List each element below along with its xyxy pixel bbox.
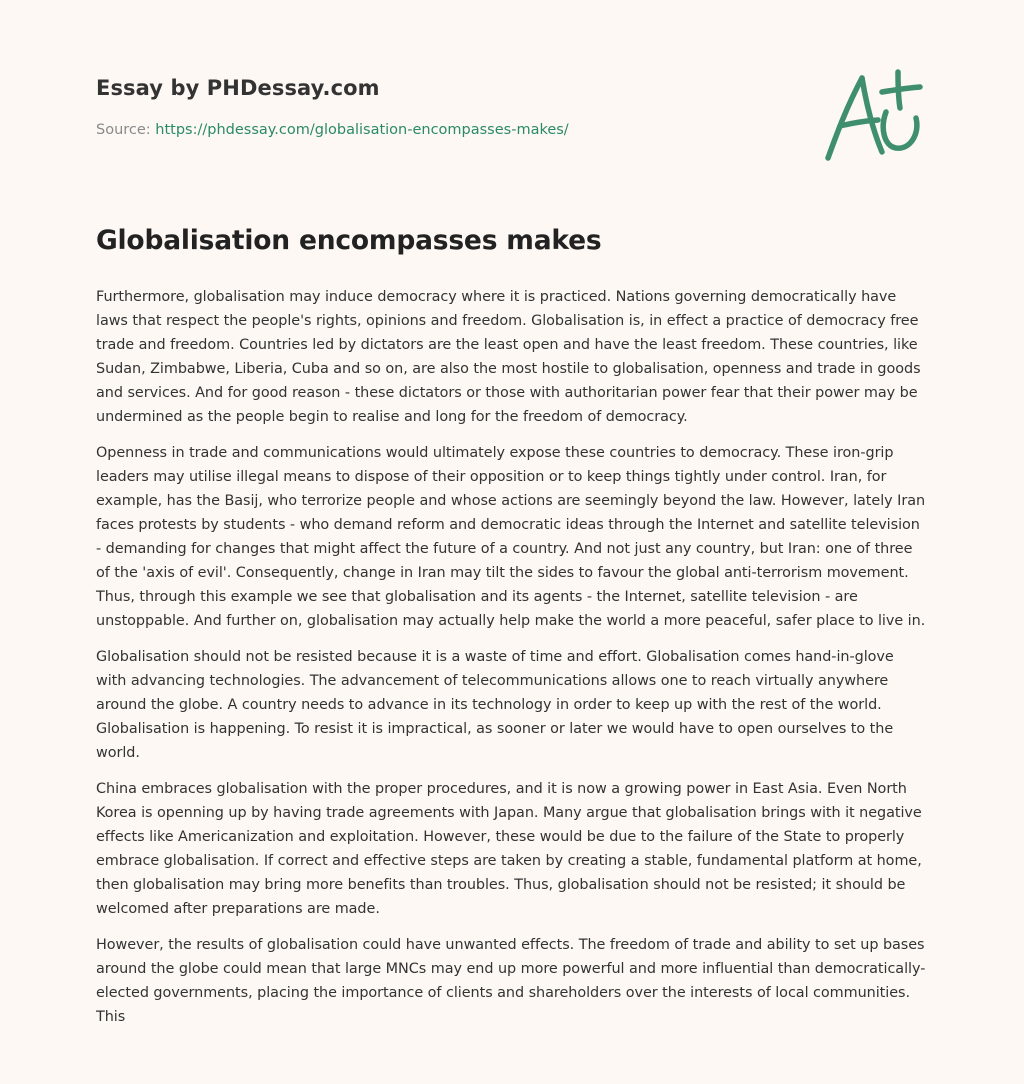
article-body bbox=[96, 285, 928, 1041]
article-paragraph: However, the results of globalisation could have unwanted effects. The freedom of trade and ability to set up bases around the globe could mean that large MNCs may end up more powerful and more influential than democratically-elected governments, placing the importance of clients and shareholders over the interests of local communities. This bbox=[96, 937, 926, 1025]
source-line bbox=[96, 122, 796, 138]
article-title: Globalisation encompasses makes bbox=[96, 225, 602, 256]
site-brand: Essay by PHDessay.com bbox=[96, 76, 380, 100]
article-paragraph: Globalisation should not be resisted because it is a waste of time and effort. Globalisation comes hand-in-glove with advancing technologies. The advancement of telecommunications allows one to reach virtually anywhere around the globe. A country needs to advance in its technology in order to keep up with the rest of the world. Globalisation is happening. To resist it is impractical, as sooner or later we would have to open ourselves to the world. bbox=[96, 649, 894, 761]
a-plus-grade-icon bbox=[816, 66, 928, 166]
source-link[interactable]: https://phdessay.com/globalisation-encompasses-makes/ bbox=[155, 122, 569, 138]
article-paragraph: China embraces globalisation with the proper procedures, and it is now a growing power in East Asia. Even North Korea is openning up by having trade agreements with Japan. Many argue that globalisation brings with it negative effects like Americanization and exploitation. However, these would be due to the failure of the State to properly embrace globalisation. If correct and effective steps are taken by creating a stable, fundamental platform at home, then globalisation may bring more benefits than troubles. Thus, globalisation should not be resisted; it should be welcomed after preparations are made. bbox=[96, 781, 922, 917]
page-header bbox=[96, 76, 796, 138]
article-paragraph: Furthermore, globalisation may induce democracy where it is practiced. Nations governing democratically have laws that respect the people's rights, opinions and freedom. Globalisation is, in effect a practice of democracy free trade and freedom. Countries led by dictators are the least open and have the least freedom. These countries, like Sudan, Zimbabwe, Liberia, Cuba and so on, are also the most hostile to globalisation, openness and trade in goods and services. And for good reason - these dictators or those with authoritarian power fear that their power may be undermined as the people begin to realise and long for the freedom of democracy. bbox=[96, 289, 921, 425]
source-label: Source: bbox=[96, 122, 156, 138]
article-paragraph: Openness in trade and communications would ultimately expose these countries to democracy. These iron-grip leaders may utilise illegal means to dispose of their opposition or to keep things tightly under control. Iran, for example, has the Basij, who terrorize people and whose actions are seemingly beyond the law. However, lately Iran faces protests by students - who demand reform and democratic ideas through the Internet and satellite television - demanding for changes that might affect the future of a country. And not just any country, but Iran: one of three of the 'axis of evil'. Consequently, change in Iran may tilt the sides to favour the global anti-terrorism movement. Thus, through this example we see that globalisation and its agents - the Internet, satellite television - are unstoppable. And further on, globalisation may actually help make the world a more peaceful, safer place to live in. bbox=[96, 445, 926, 629]
